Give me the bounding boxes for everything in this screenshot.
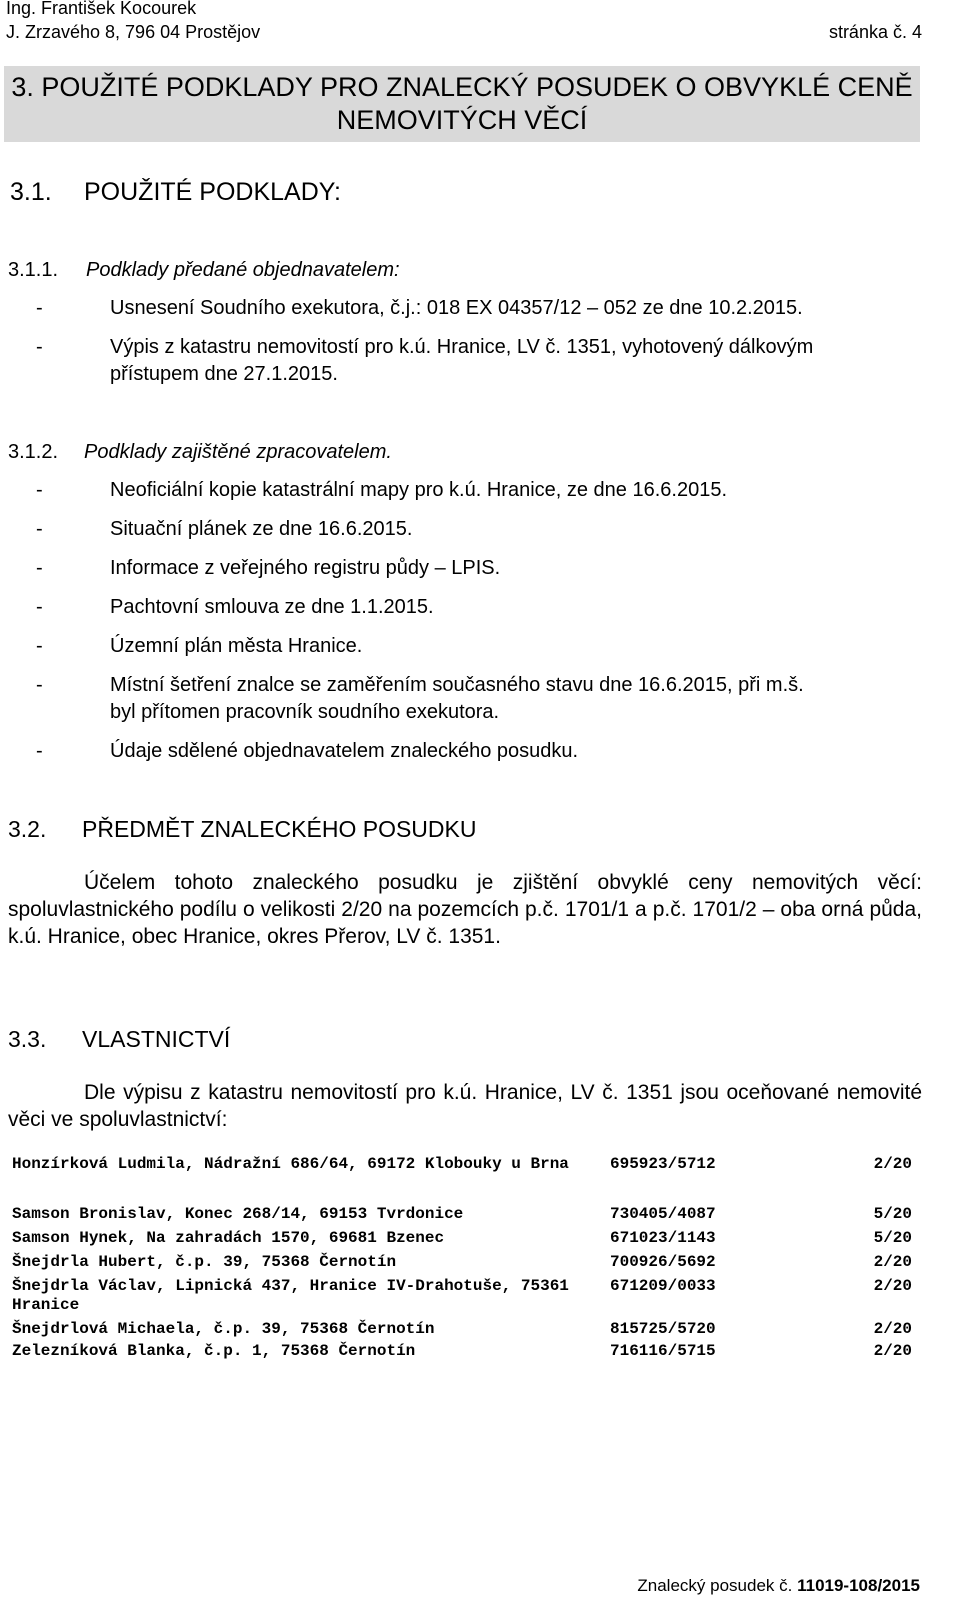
header-page — [829, 22, 922, 43]
sub-3-1-1-title: Podklady předané objednavatelem: — [86, 259, 400, 281]
table-row — [12, 1205, 922, 1229]
bullet-dash: - — [36, 740, 43, 762]
footer — [637, 1576, 920, 1596]
section-3-1-number: 3.1. — [10, 178, 52, 206]
list-item: Neoficiální kopie katastrální mapy pro k.ú. Hranice, ze dne 16.6.2015. — [110, 479, 728, 501]
header-author: Ing. František Kocourek — [6, 0, 197, 18]
owner-birth-number: 700926/5692 — [610, 1253, 716, 1271]
table-row — [12, 1229, 922, 1253]
sub-3-1-2-number: 3.1.2. — [8, 441, 59, 463]
owner-birth-number: 695923/5712 — [610, 1155, 716, 1173]
bullet-dash: - — [36, 674, 43, 696]
list-item: Údaje sdělené objednavatelem znaleckého posudku. — [110, 740, 579, 762]
table-row — [12, 1253, 922, 1277]
sub-3-1-2-title: Podklady zajištěné zpracovatelem. — [84, 441, 392, 463]
owners-table — [12, 1155, 922, 1364]
owner-share: 2/20 — [873, 1277, 912, 1295]
owner-birth-number: 716116/5715 — [610, 1342, 716, 1360]
footer-label: Znalecký posudek č. — [637, 1576, 793, 1595]
owner-share: 2/20 — [873, 1253, 912, 1271]
section-3-3-paragraph — [8, 1079, 922, 1133]
section-3-1-title: POUŽITÉ PODKLADY: — [84, 178, 342, 206]
bullet-dash: - — [36, 479, 43, 501]
owner-name: Zelezníková Blanka, č.p. 1, 75368 Černotín — [12, 1342, 416, 1360]
section-3-3-text: Dle výpisu z katastru nemovitostí pro k.ú. Hranice, LV č. 1351 jsou oceňované nemovité věci ve spoluvlastnictví: — [8, 1081, 922, 1131]
list-item: Usnesení Soudního exekutora, č.j.: 018 EX 04357/12 – 052 ze dne 10.2.2015. — [110, 297, 803, 319]
list-item: Územní plán města Hranice. — [110, 635, 363, 657]
bullet-dash: - — [36, 557, 43, 579]
bullet-dash: - — [36, 518, 43, 540]
sub-3-1-1-number: 3.1.1. — [8, 259, 59, 281]
bullet-dash: - — [36, 596, 43, 618]
list-item-continuation: byl přítomen pracovník soudního exekutora. — [110, 701, 500, 723]
page-label: stránka č. — [828, 22, 907, 42]
owner-birth-number: 815725/5720 — [610, 1320, 716, 1338]
owner-name: Šnejdrla Hubert, č.p. 39, 75368 Černotín — [12, 1253, 397, 1271]
owner-name: Samson Hynek, Na zahradách 1570, 69681 Bzenec — [12, 1229, 445, 1247]
list-item: Situační plánek ze dne 16.6.2015. — [110, 518, 413, 540]
section-3-2-paragraph — [8, 869, 922, 950]
section-3-3-number: 3.3. — [8, 1026, 47, 1052]
owner-share: 2/20 — [873, 1155, 912, 1173]
chapter-title: 3. POUŽITÉ PODKLADY PRO ZNALECKÝ POSUDEK O OBVYKLÉ CENĚ NEMOVITÝCH VĚCÍ — [11, 72, 913, 135]
section-3-3-title: VLASTNICTVÍ — [82, 1026, 231, 1052]
header-address: J. Zrzavého 8, 796 04 Prostějov — [6, 22, 261, 42]
bullet-dash: - — [36, 297, 43, 319]
owner-name: Samson Bronislav, Konec 268/14, 69153 Tvrdonice — [12, 1205, 464, 1223]
table-row — [12, 1320, 922, 1342]
owner-name: Honzírková Ludmila, Nádražní 686/64, 69172 Klobouky u Brna — [12, 1155, 569, 1173]
bullet-dash: - — [36, 635, 43, 657]
owner-birth-number: 730405/4087 — [610, 1205, 716, 1223]
page-number: 4 — [911, 22, 922, 42]
list-item: Místní šetření znalce se zaměřením současného stavu dne 16.6.2015, při m.š. — [110, 674, 804, 696]
section-3-2-number: 3.2. — [8, 816, 47, 842]
owner-birth-number: 671209/0033 — [610, 1277, 716, 1295]
table-row — [12, 1277, 922, 1320]
owner-share: 2/20 — [873, 1320, 912, 1338]
table-row — [12, 1342, 922, 1364]
section-3-2-title: PŘEDMĚT ZNALECKÉHO POSUDKU — [82, 816, 477, 842]
footer-number: 11019-108/2015 — [797, 1576, 920, 1595]
table-row — [12, 1155, 922, 1205]
list-item: Výpis z katastru nemovitostí pro k.ú. Hranice, LV č. 1351, vyhotovený dálkovým — [110, 336, 814, 358]
owner-share: 5/20 — [873, 1229, 912, 1247]
chapter-title-bar — [4, 66, 920, 142]
owner-name: Šnejdrlová Michaela, č.p. 39, 75368 Černotín — [12, 1320, 435, 1338]
bullet-dash: - — [36, 336, 43, 358]
owner-birth-number: 671023/1143 — [610, 1229, 716, 1247]
list-item: Informace z veřejného registru půdy – LPIS. — [110, 557, 501, 579]
owner-name: Šnejdrla Václav, Lipnická 437, Hranice IV-Drahotuše, 75361 Hranice — [12, 1277, 569, 1314]
owner-share: 5/20 — [873, 1205, 912, 1223]
list-item-continuation: přístupem dne 27.1.2015. — [110, 363, 338, 385]
list-item: Pachtovní smlouva ze dne 1.1.2015. — [110, 596, 434, 618]
owner-share: 2/20 — [873, 1342, 912, 1360]
section-3-2-text: Účelem tohoto znaleckého posudku je zjištění obvyklé ceny nemovitých věcí: spoluvlastnického podílu o velikosti 2/20 na pozemcích p.č. 1701/1 a p.č. 1701/2 – oba orná půda, k.ú. Hranice, obec Hranice, okres Přerov, LV č. 1351. — [8, 871, 922, 948]
